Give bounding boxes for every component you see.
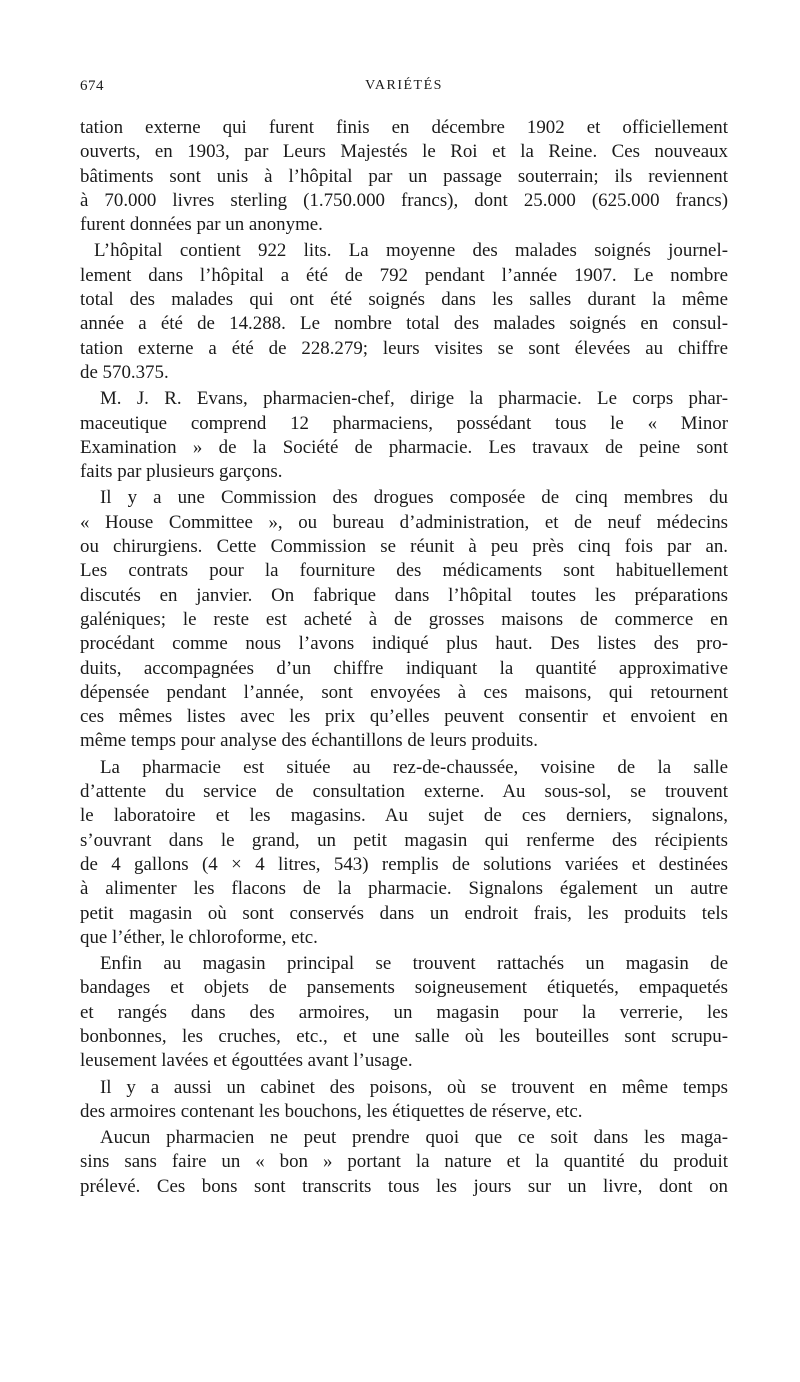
text-line: ces mêmes listes avec les prix qu’elles peuvent consentir et envoient en — [80, 706, 728, 728]
text-line: Les contrats pour la fourniture des médicaments sont habituellement — [80, 560, 728, 582]
text-line: M. J. R. Evans, pharmacien-chef, dirige la pharmacie. Le corps phar- — [100, 388, 728, 410]
text-line: de 4 gallons (4 × 4 litres, 543) remplis de solutions variées et destinées — [80, 853, 728, 875]
text-line: total des malades qui ont été soignés dans les salles durant la même — [80, 289, 728, 311]
text-line: discutés en janvier. On fabrique dans l’hôpital toutes les préparations — [80, 584, 728, 606]
text-line: année a été de 14.288. Le nombre total des malades soignés en consul- — [80, 313, 728, 335]
text-line: maceutique comprend 12 pharmaciens, possédant tous le « Minor — [80, 412, 728, 434]
running-title: VARIÉTÉS — [365, 78, 443, 93]
page-header — [80, 78, 728, 102]
paragraph — [80, 1126, 728, 1199]
text-line: que l’éther, le chloroforme, etc. — [80, 926, 318, 948]
text-line: duits, accompagnées d’un chiffre indiquant la quantité approximative — [80, 657, 728, 679]
text-line: bonbonnes, les cruches, etc., et une salle où les bouteilles sont scrupu- — [80, 1025, 728, 1047]
paragraph — [80, 486, 728, 753]
page-number: 674 — [80, 78, 104, 94]
paragraph — [80, 387, 728, 484]
text-line: leusement lavées et égouttées avant l’usage. — [80, 1050, 413, 1072]
text-line: prélevé. Ces bons sont transcrits tous les jours sur un livre, dont on — [80, 1175, 728, 1197]
text-line: lement dans l’hôpital a été de 792 pendant l’année 1907. Le nombre — [80, 264, 728, 286]
paragraph-gap — [80, 1199, 728, 1201]
text-line: à alimenter les flacons de la pharmacie. Signalons également un autre — [80, 878, 728, 900]
text-line: tation externe a été de 228.279; leurs visites se sont élevées au chiffre — [80, 337, 728, 359]
text-line: « House Committee », ou bureau d’administration, et de neuf médecins — [80, 511, 728, 533]
text-line: bandages et objets de pansements soigneusement étiquetés, empaquetés — [80, 977, 728, 999]
text-line: et rangés dans des armoires, un magasin pour la verrerie, les — [80, 1001, 728, 1023]
text-line: tation externe qui furent finis en décembre 1902 et officiellement — [80, 117, 728, 138]
paragraph — [80, 239, 728, 385]
text-line: faits par plusieurs garçons. — [80, 461, 283, 483]
paragraph — [80, 952, 728, 1073]
text-line: procédant comme nous l’avons indiqué plus haut. Des listes des pro- — [80, 633, 728, 655]
body-text — [80, 116, 728, 1201]
text-line: Il y a une Commission des drogues composée de cinq membres du — [100, 487, 728, 509]
text-line: La pharmacie est située au rez-de-chaussée, voisine de la salle — [100, 756, 728, 778]
text-line: Il y a aussi un cabinet des poisons, où se trouvent en même temps — [100, 1076, 728, 1098]
text-line: galéniques; le reste est acheté à de grosses maisons de commerce en — [80, 608, 728, 630]
text-line: Enfin au magasin principal se trouvent rattachés un magasin de — [100, 953, 728, 975]
text-line: même temps pour analyse des échantillons de leurs produits. — [80, 730, 538, 752]
paragraph — [80, 756, 728, 950]
text-line: de 570.375. — [80, 361, 169, 383]
text-line: s’ouvrant dans le grand, un petit magasin qui renferme des récipients — [80, 829, 728, 851]
text-line: d’attente du service de consultation externe. Au sous-sol, se trouvent — [80, 781, 728, 803]
text-line: sins sans faire un « bon » portant la nature et la quantité du produit — [80, 1151, 728, 1173]
text-line: le laboratoire et les magasins. Au sujet de ces derniers, signalons, — [80, 805, 728, 827]
text-line: dépensée pendant l’année, sont envoyées à ces maisons, qui retournent — [80, 681, 728, 703]
text-line: des armoires contenant les bouchons, les étiquettes de réserve, etc. — [80, 1100, 583, 1122]
text-line: ouverts, en 1903, par Leurs Majestés le Roi et la Reine. Ces nouveaux — [80, 141, 728, 163]
text-line: à 70.000 livres sterling (1.750.000 francs), dont 25.000 (625.000 francs) — [80, 189, 728, 211]
paragraph — [80, 116, 728, 237]
text-line: L’hôpital contient 922 lits. La moyenne des malades soignés journel- — [94, 240, 728, 262]
text-line: bâtiments sont unis à l’hôpital par un passage souterrain; ils reviennent — [80, 165, 728, 187]
text-line: petit magasin où sont conservés dans un endroit frais, les produits tels — [80, 902, 728, 924]
text-line: furent données par un anonyme. — [80, 214, 323, 236]
text-line: Aucun pharmacien ne peut prendre quoi que ce soit dans les maga- — [100, 1127, 728, 1149]
text-line: Examination » de la Société de pharmacie. Les travaux de peine sont — [80, 436, 728, 458]
text-line: ou chirurgiens. Cette Commission se réunit à peu près cinq fois par an. — [80, 536, 728, 558]
paragraph — [80, 1076, 728, 1125]
